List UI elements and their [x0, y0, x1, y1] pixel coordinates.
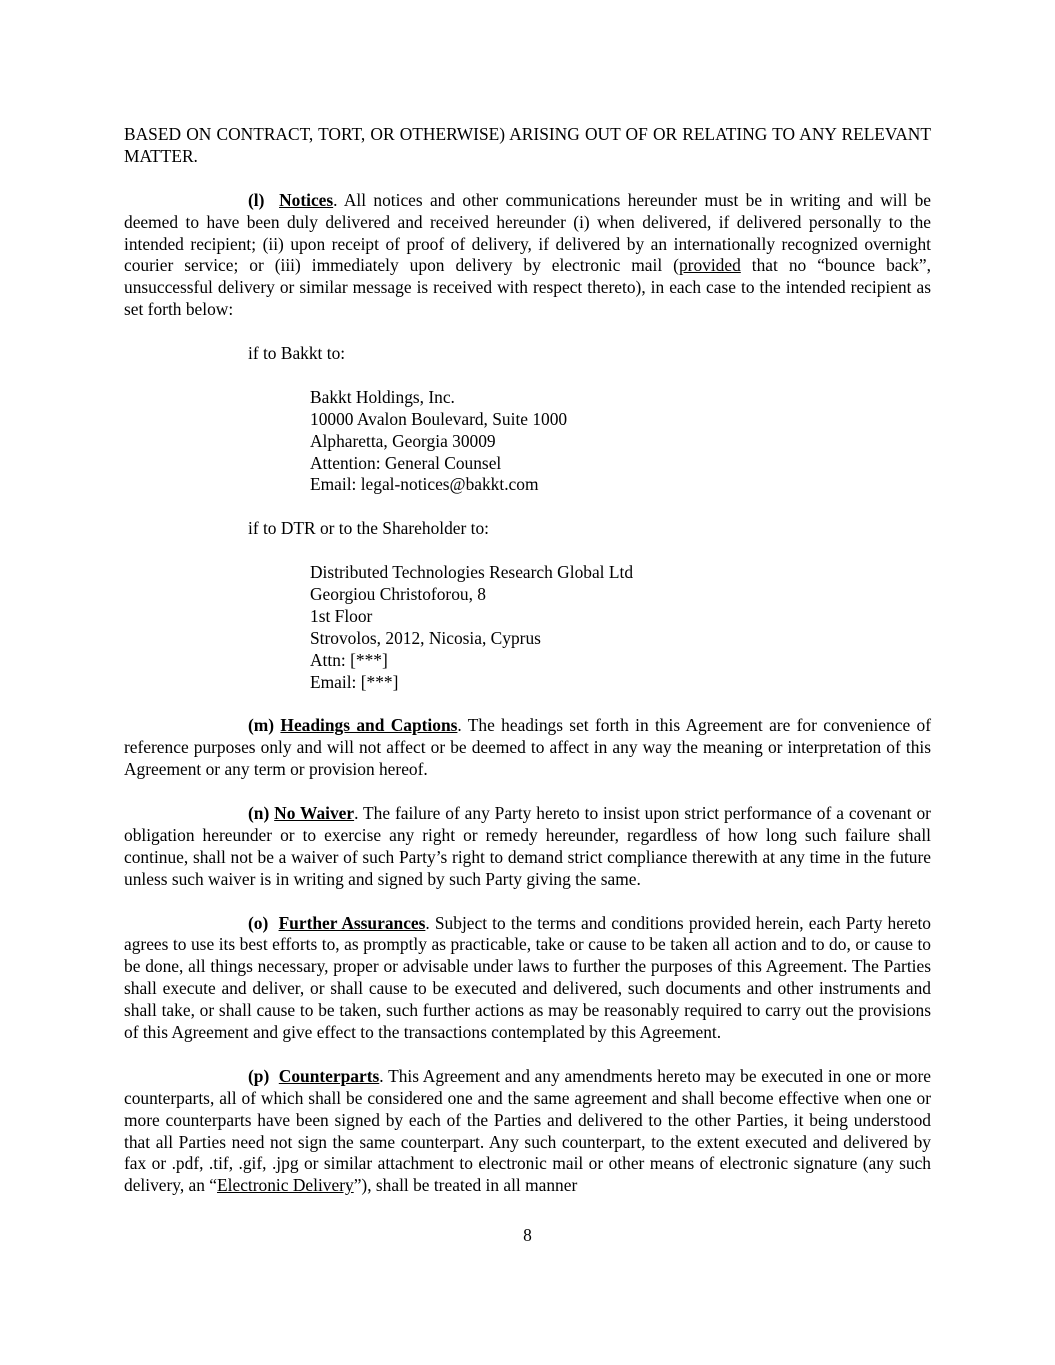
dtr-address-line: Distributed Technologies Research Global Ltd: [310, 562, 634, 583]
headings-section: [124, 715, 931, 781]
bakkt-address-line: Alpharetta, Georgia 30009: [310, 430, 496, 451]
counterparts-text-after: ”), shall be treated in all manner: [353, 1175, 578, 1196]
dtr-address: [310, 562, 931, 693]
notices-text-before: . All notices and other communications hereunder must be in writing and will be deemed to have been duly delivered and received hereunder (i) when delivered, if delivered personally to the intended recipient; (ii) upon receipt of proof of delivery, if delivered by an internationally recognized overnight courier service; or (iii) immediately upon delivery by electronic mail (: [124, 189, 931, 276]
bakkt-lead: if to Bakkt to:: [248, 343, 346, 364]
notices-section: [124, 190, 931, 321]
counterparts-number: (p): [248, 1065, 270, 1086]
intro-text: BASED ON CONTRACT, TORT, OR OTHERWISE) ARISING OUT OF OR RELATING TO ANY RELEVANT MATTER.: [124, 124, 931, 166]
notices-provided: provided: [678, 255, 741, 276]
further-assurances-title: Further Assurances: [278, 912, 426, 933]
dtr-address-line: Strovolos, 2012, Nicosia, Cyprus: [310, 627, 541, 648]
headings-title: Headings and Captions: [280, 715, 458, 736]
no-waiver-text: . The failure of any Party hereto to insist upon strict performance of a covenant or obligation hereunder or to exercise any right or remedy hereunder, regardless of how long such failure shall continue, shall not be a waiver of such Party’s right to demand strict compliance therewith at any time in the future unless such waiver is in writing and signed by such Party giving the same.: [124, 802, 931, 889]
dtr-address-line: Email: [***]: [310, 671, 399, 692]
no-waiver-number: (n): [248, 802, 270, 823]
counterparts-electronic-delivery: Electronic Delivery: [217, 1175, 354, 1196]
notices-text-after: that no “bounce back”, unsuccessful delivery or similar message is received with respect thereto), in each case to the intended recipient as set forth below:: [124, 255, 931, 320]
further-assurances-section: [124, 913, 931, 1044]
notices-title: Notices: [279, 189, 334, 210]
counterparts-text-before: . This Agreement and any amendments hereto may be executed in one or more counterparts, all of which shall be considered one and the same agreement and shall become effective when one or more counterparts have been signed by each of the Parties and delivered to the other Parties, it being understood that all Parties need not sign the same counterpart. Any such counterpart, to the extent executed and delivered by fax or .pdf, .tif, .gif, .jpg or similar attachment to electronic mail or other means of electronic signature (any such delivery, an “: [124, 1065, 931, 1196]
bakkt-address-line: Email: legal-notices@bakkt.com: [310, 474, 539, 495]
document-page: [124, 124, 931, 1219]
dtr-lead: if to DTR or to the Shareholder to:: [248, 518, 490, 539]
bakkt-address: [310, 387, 931, 497]
dtr-address-line: 1st Floor: [310, 605, 373, 626]
notices-number: (l): [248, 189, 265, 210]
no-waiver-title: No Waiver: [274, 802, 355, 823]
bakkt-address-line: 10000 Avalon Boulevard, Suite 1000: [310, 408, 568, 429]
headings-number: (m): [248, 715, 275, 736]
bakkt-address-line: Bakkt Holdings, Inc.: [310, 386, 455, 407]
headings-text: . The headings set forth in this Agreement are for convenience of reference purposes only and will not affect or be deemed to affect in any way the meaning or interpretation of this Agreement or any term or provision hereof.: [124, 715, 931, 780]
dtr-address-line: Attn: [***]: [310, 649, 388, 670]
no-waiver-section: [124, 803, 931, 891]
counterparts-title: Counterparts: [278, 1065, 380, 1086]
bakkt-address-line: Attention: General Counsel: [310, 452, 502, 473]
further-assurances-text: . Subject to the terms and conditions provided herein, each Party hereto agrees to use its best efforts to, as promptly as practicable, take or cause to be taken all action and to do, or cause to be done, all things necessary, proper or advisable under laws to further the purposes of this Agreement. The Parties shall execute and deliver, or shall cause to be executed and delivered, such documents and other instruments and shall take, or shall cause to be taken, such further actions as may be reasonably required to carry out the provisions of this Agreement and give effect to the transactions contemplated by this Agreement.: [124, 912, 932, 1043]
page-number: 8: [523, 1225, 532, 1245]
dtr-address-line: Georgiou Christoforou, 8: [310, 583, 486, 604]
intro-paragraph: [124, 124, 931, 168]
counterparts-section: [124, 1066, 931, 1197]
further-assurances-number: (o): [248, 912, 269, 933]
